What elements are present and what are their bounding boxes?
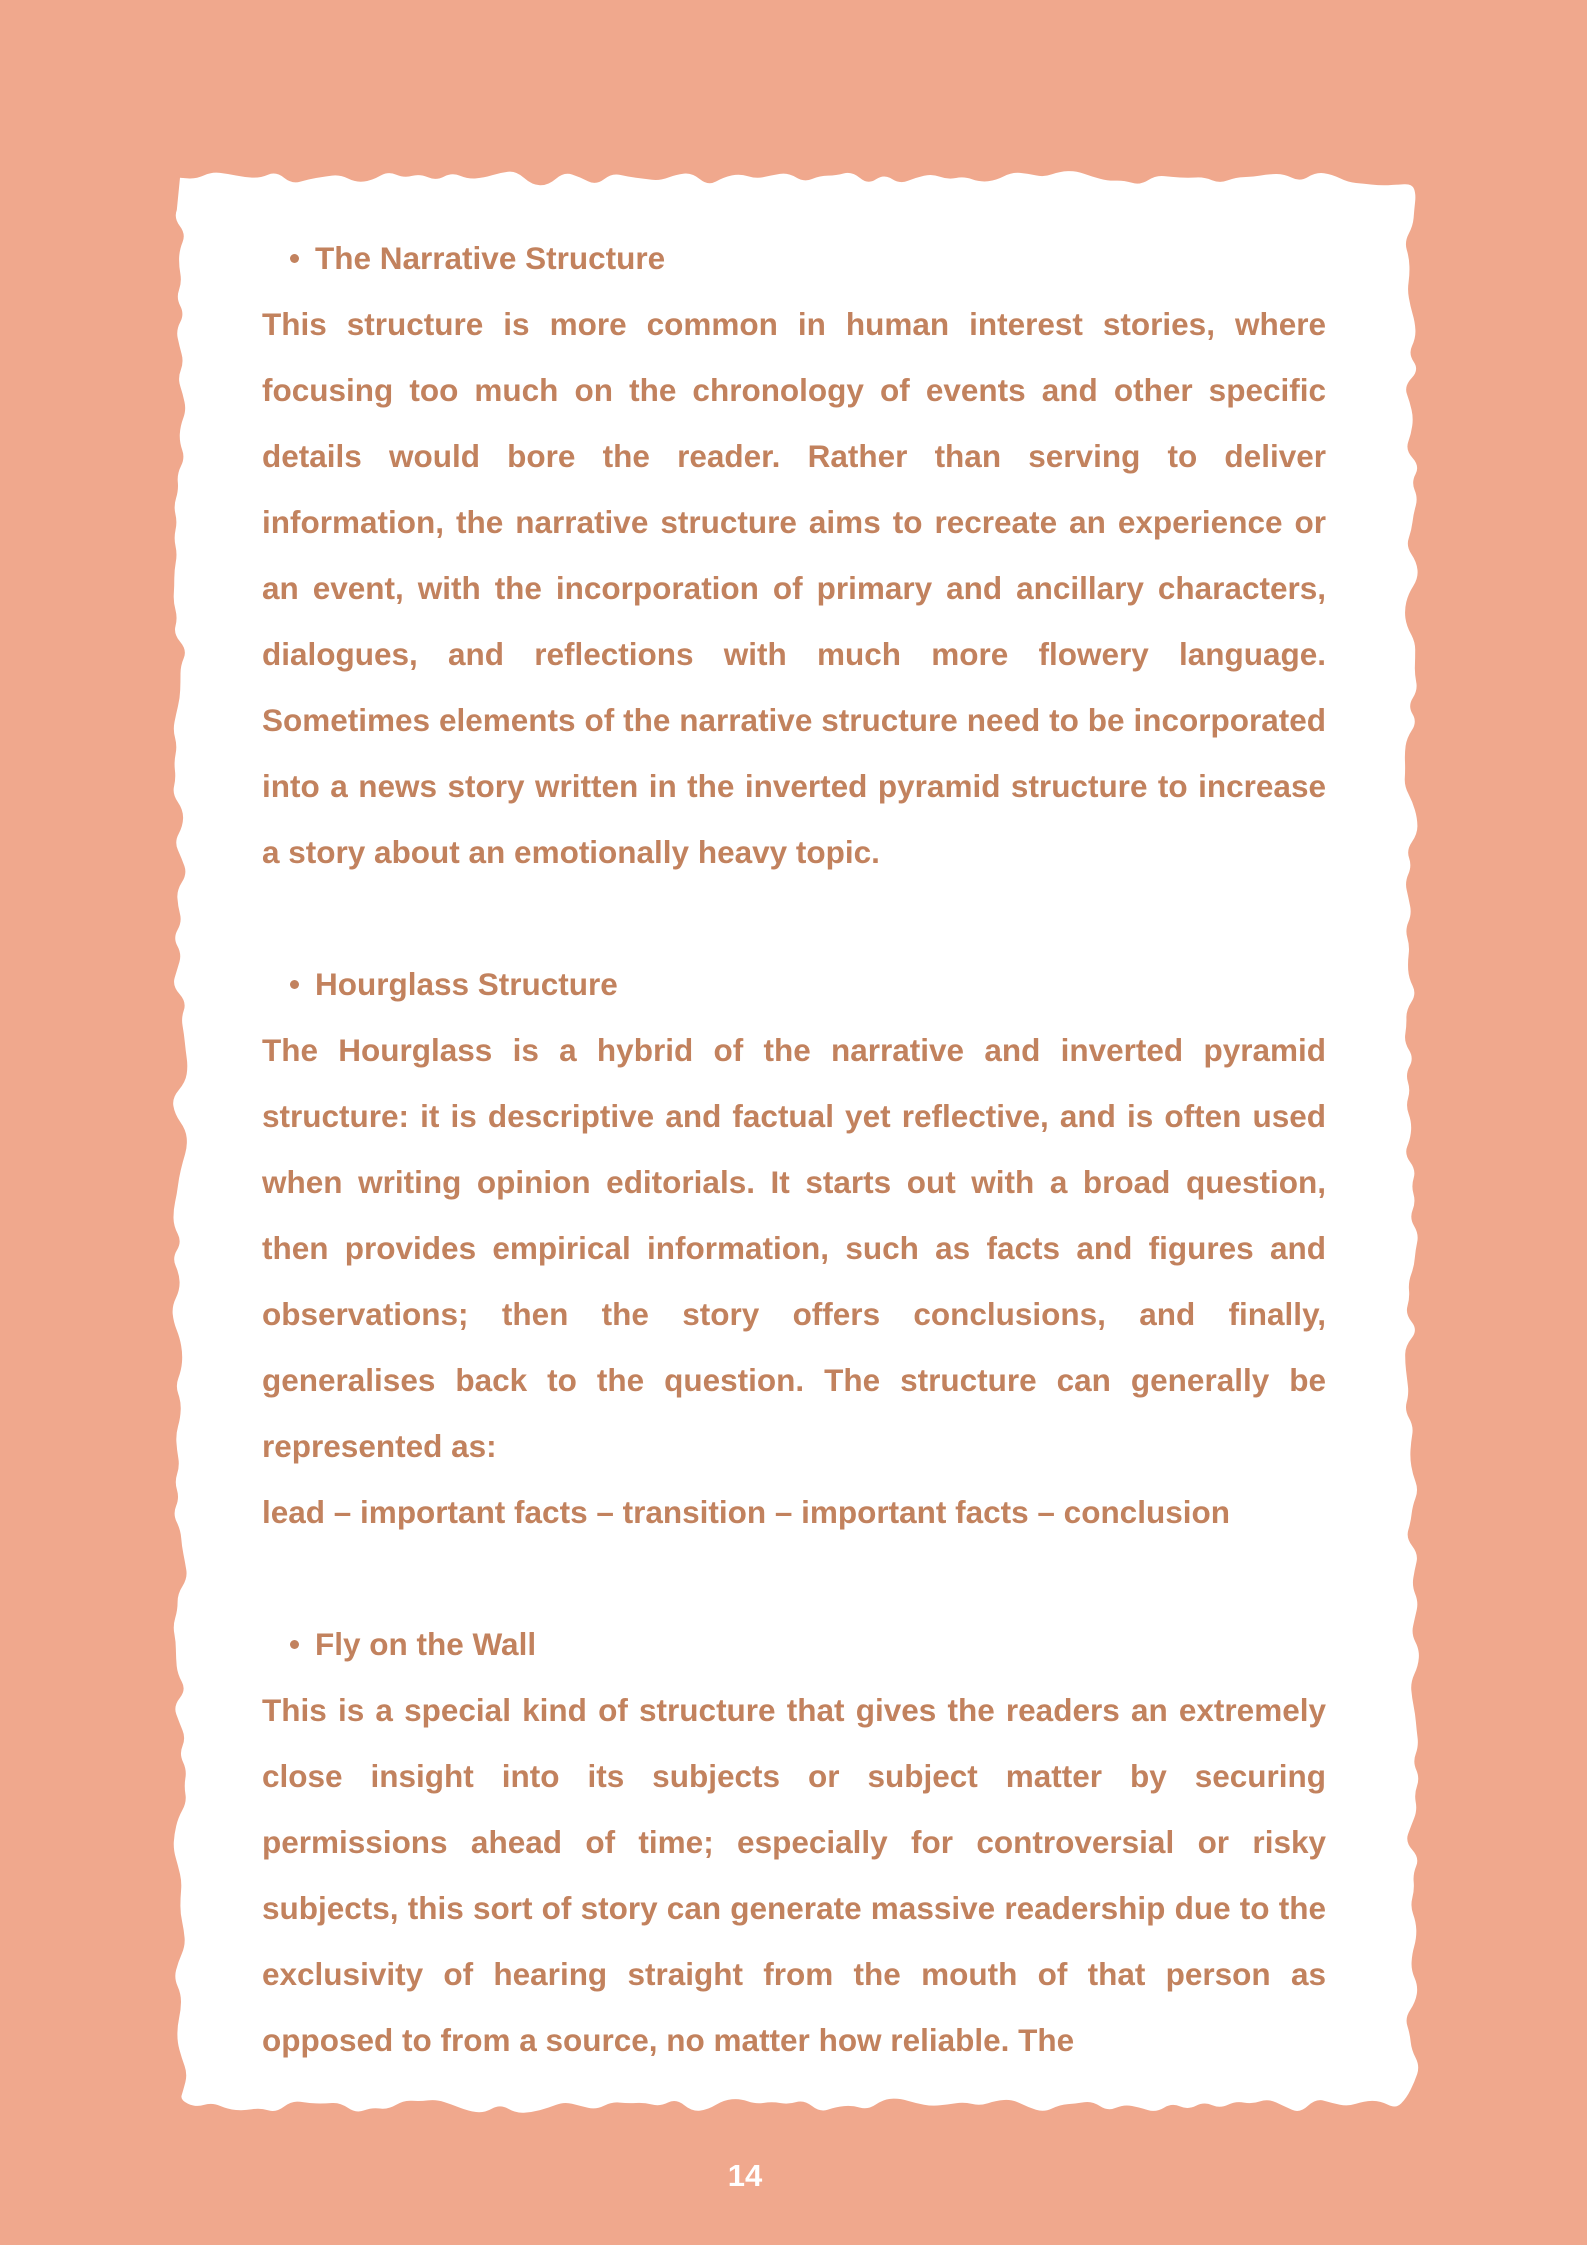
heading-text: The Narrative Structure xyxy=(315,240,666,276)
section-heading-fly-on-the-wall xyxy=(262,1611,1326,1677)
spacer xyxy=(262,885,1326,951)
bullet-dot-icon xyxy=(290,1640,299,1649)
heading-text: Hourglass Structure xyxy=(315,966,618,1002)
bullet-dot-icon xyxy=(290,980,299,989)
hourglass-paragraph: The Hourglass is a hybrid of the narrative and inverted pyramid structure: it is descriptive and factual yet reflective, and is often used when writing opinion editorials. It starts out with a broad question, then provides empirical information, such as facts and figures and observations; then the story offers conclusions, and finally, generalises back to the question. The structure can generally be represented as: xyxy=(262,1032,1326,1464)
narrative-paragraph: This structure is more common in human interest stories, where focusing too much on the chronology of events and other specific details would bore the reader. Rather than serving to deliver information, the narrative structure aims to recreate an experience or an event, with the incorporation of primary and ancillary characters, dialogues, and reflections with much more flowery language. Sometimes elements of the narrative structure need to be incorporated into a news story written in the inverted pyramid structure to increase a story about an emotionally heavy topic. xyxy=(262,306,1326,870)
section-heading-hourglass xyxy=(262,951,1326,1017)
page-content xyxy=(262,225,1326,2073)
section-heading-narrative xyxy=(262,225,1326,291)
bullet-dot-icon xyxy=(290,254,299,263)
spacer xyxy=(262,1545,1326,1611)
hourglass-formula: lead – important facts – transition – important facts – conclusion xyxy=(262,1494,1230,1530)
page-number: 14 xyxy=(727,2158,763,2193)
heading-text: Fly on the Wall xyxy=(315,1626,537,1662)
fly-on-the-wall-paragraph: This is a special kind of structure that gives the readers an extremely close insight into its subjects or subject matter by securing permissions ahead of time; especially for controversial or risky subjects, this sort of story can generate massive readership due to the exclusivity of hearing straight from the mouth of that person as opposed to from a source, no matter how reliable. The xyxy=(262,1692,1326,2058)
